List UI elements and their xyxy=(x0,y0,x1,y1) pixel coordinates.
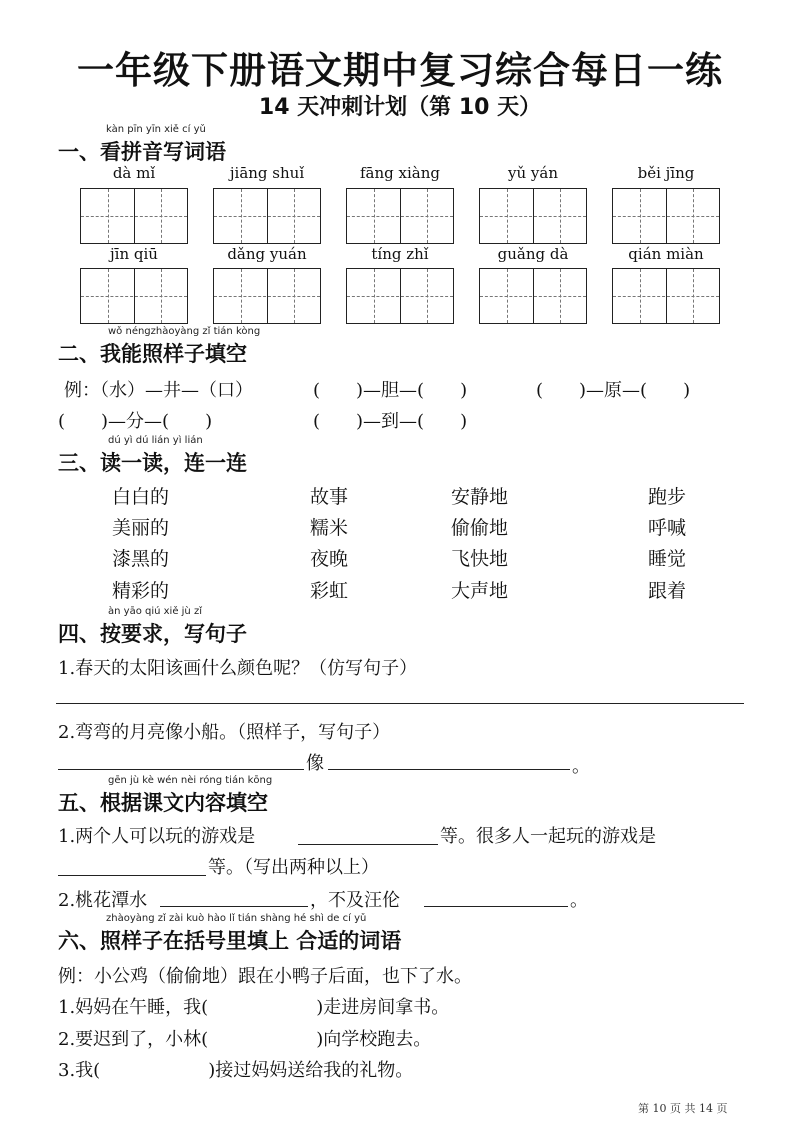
pinyin-label: dà mǐ xyxy=(112,164,156,182)
writing-grid-box[interactable] xyxy=(612,268,720,324)
section-1-pinyin: kàn pīn yīn xiě cí yǔ xyxy=(106,124,206,135)
section-4-pinyin: àn yāo qiú xiě jù zǐ xyxy=(108,606,202,617)
question-text: 1.春天的太阳该画什么颜色呢？（仿写句子） xyxy=(58,658,418,679)
answer-line[interactable] xyxy=(160,906,308,907)
fill-sentence[interactable]: 1.妈妈在午睡，我( )走进房间拿书。 xyxy=(58,997,450,1018)
fill-blank[interactable]: ( )—分—( ) xyxy=(58,411,213,432)
question-text: 2.弯弯的月亮像小船。（照样子，写句子） xyxy=(58,722,391,743)
match-word-left[interactable]: 漆黑的 xyxy=(112,548,170,570)
section-1-heading: 一、看拼音写词语 xyxy=(58,140,226,164)
section-3-heading: 三、读一读，连一连 xyxy=(58,451,247,475)
example-sentence: 例：小公鸡（偷偷地）跟在小鸭子后面，也下了水。 xyxy=(58,966,472,987)
page-number: 第 10 页 共 14 页 xyxy=(638,1102,728,1115)
answer-line[interactable] xyxy=(328,769,570,770)
question-text: 1.两个人可以玩的游戏是 xyxy=(58,826,256,847)
section-6-pinyin: zhàoyàng zǐ zài kuò hào lǐ tián shàng hé shì de cí yǔ xyxy=(106,913,367,924)
match-word-adverb[interactable]: 偷偷地 xyxy=(451,517,509,539)
answer-line[interactable] xyxy=(424,906,568,907)
pinyin-label: běi jīng xyxy=(637,164,695,182)
answer-line[interactable] xyxy=(56,703,744,704)
question-text: 等。很多人一起玩的游戏是 xyxy=(440,826,656,847)
answer-line[interactable] xyxy=(298,844,438,845)
answer-line[interactable] xyxy=(58,875,206,876)
page-title: 一年级下册语文期中复习综合每日一练 xyxy=(77,49,723,92)
match-word-noun[interactable]: 夜晚 xyxy=(310,548,349,570)
question-text: 2.桃花潭水 xyxy=(58,890,148,911)
sentence-period: 。 xyxy=(572,756,590,777)
match-word-verb[interactable]: 跑步 xyxy=(648,486,687,508)
fill-sentence[interactable]: 3.我( )接过妈妈送给我的礼物。 xyxy=(58,1060,414,1081)
match-word-left[interactable]: 白白的 xyxy=(112,486,170,508)
match-word-verb[interactable]: 跟着 xyxy=(648,580,687,602)
section-4-heading: 四、按要求，写句子 xyxy=(58,622,247,646)
match-word-noun[interactable]: 故事 xyxy=(310,486,349,508)
writing-grid-box[interactable] xyxy=(346,268,454,324)
section-5-heading: 五、根据课文内容填空 xyxy=(58,791,268,815)
pinyin-label: jiāng shuǐ xyxy=(229,164,305,182)
pinyin-label: tíng zhǐ xyxy=(371,245,429,263)
match-word-noun[interactable]: 彩虹 xyxy=(310,580,349,602)
writing-grid-box[interactable] xyxy=(80,268,188,324)
section-3-pinyin: dú yì dú lián yì lián xyxy=(108,435,203,446)
pinyin-label: fāng xiàng xyxy=(360,164,440,182)
match-word-left[interactable]: 精彩的 xyxy=(112,580,170,602)
section-5-pinyin: gēn jù kè wén nèi róng tián kōng xyxy=(108,775,273,786)
section-6-heading: 六、照样子在括号里填上 合适的词语 xyxy=(58,929,402,953)
writing-grid-box[interactable] xyxy=(479,188,587,244)
pinyin-label: qián miàn xyxy=(628,245,704,263)
page-subtitle: 14 天冲刺计划（第 10 天） xyxy=(258,95,542,120)
pinyin-label: guǎng dà xyxy=(497,245,569,263)
sentence-period: 。 xyxy=(570,890,588,911)
pinyin-label: dǎng yuán xyxy=(227,245,307,263)
writing-grid-box[interactable] xyxy=(346,188,454,244)
section-2-heading: 二、我能照样子填空 xyxy=(58,342,247,366)
match-word-adverb[interactable]: 飞快地 xyxy=(451,548,509,570)
section-2-pinyin: wǒ néngzhàoyàng zǐ tián kòng xyxy=(108,326,261,337)
match-word-adverb[interactable]: 大声地 xyxy=(451,580,509,602)
match-word-left[interactable]: 美丽的 xyxy=(112,517,170,539)
question-text: 等。（写出两种以上） xyxy=(208,857,379,878)
sentence-word: 像 xyxy=(306,753,324,774)
writing-grid-box[interactable] xyxy=(213,268,321,324)
match-word-adverb[interactable]: 安静地 xyxy=(451,486,509,508)
match-word-verb[interactable]: 睡觉 xyxy=(648,548,687,570)
answer-line[interactable] xyxy=(58,769,304,770)
match-word-verb[interactable]: 呼喊 xyxy=(648,517,687,539)
pinyin-label: jīn qiū xyxy=(110,245,158,263)
fill-blank[interactable]: ( )—胆—( ) xyxy=(313,380,468,401)
fill-blank[interactable]: ( )—原—( ) xyxy=(536,380,691,401)
fill-blank[interactable]: ( )—到—( ) xyxy=(313,411,468,432)
writing-grid-box[interactable] xyxy=(80,188,188,244)
example-text: 例：（水）—井—（口） xyxy=(64,380,253,401)
match-word-noun[interactable]: 糯米 xyxy=(310,517,349,539)
writing-grid-box[interactable] xyxy=(213,188,321,244)
fill-sentence[interactable]: 2.要迟到了，小林( )向学校跑去。 xyxy=(58,1029,432,1050)
writing-grid-box[interactable] xyxy=(612,188,720,244)
pinyin-label: yǔ yán xyxy=(508,164,558,182)
writing-grid-box[interactable] xyxy=(479,268,587,324)
question-text: ，不及汪伦 xyxy=(310,890,400,911)
